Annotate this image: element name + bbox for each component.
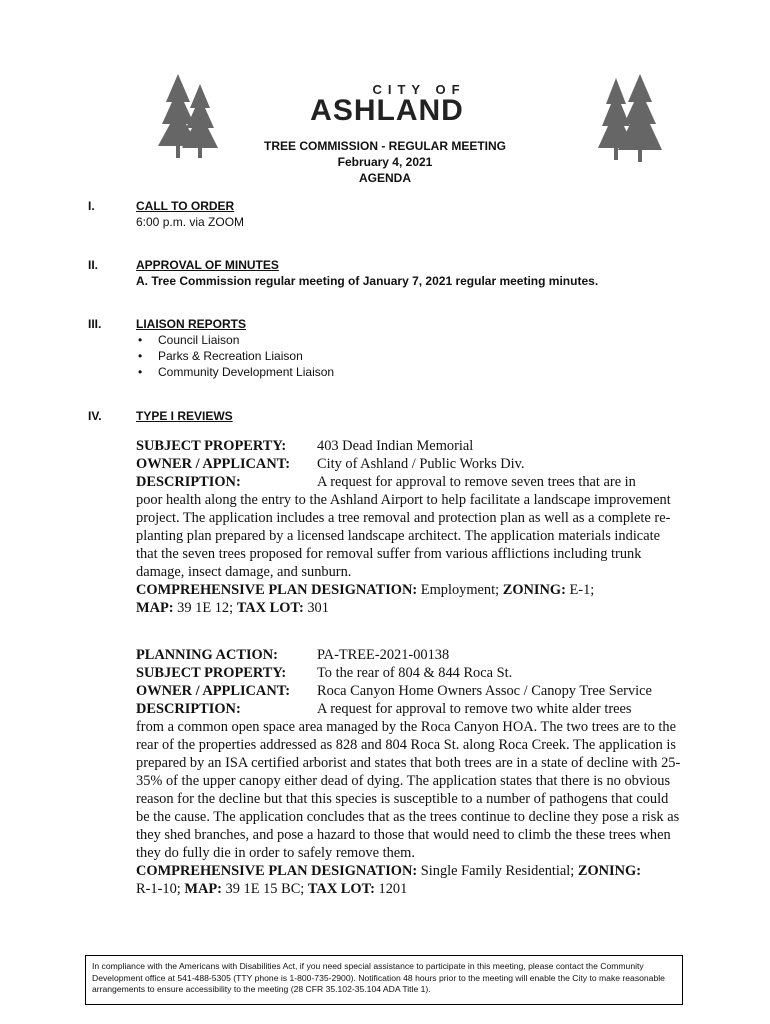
list-item: • Parks & Recreation Liaison	[136, 348, 696, 364]
review-block-1	[136, 437, 684, 617]
logo-main-text: ASHLAND	[310, 94, 464, 127]
section-number: III.	[88, 317, 102, 331]
description-text: poor health along the entry to the Ashland Airport to help facilitate a landscape improvement project. The application includes a tree removal and protection plan as well as a complete re-planting plan prepared by a licensed landscape architect. The application materials indicate that the seven trees proposed for removal suffer from various afflictions including trunk damage, insect damage, and sunburn.	[136, 492, 671, 580]
subject-property-label: SUBJECT PROPERTY:	[136, 438, 287, 454]
section-number: IV.	[88, 409, 102, 423]
description-label: DESCRIPTION:	[136, 701, 241, 717]
cpd-label: COMPREHENSIVE PLAN DESIGNATION:	[136, 582, 418, 598]
owner-applicant-value: City of Ashland / Public Works Div.	[317, 456, 525, 472]
cpd-label: COMPREHENSIVE PLAN DESIGNATION:	[136, 863, 418, 879]
map-value: 39 1E 12;	[173, 600, 237, 616]
minutes-item: A. Tree Commission regular meeting of January 7, 2021 regular meeting minutes.	[136, 274, 599, 288]
plan-zoning-line	[136, 862, 684, 898]
section-title: CALL TO ORDER	[136, 199, 235, 213]
description-label: DESCRIPTION:	[136, 474, 241, 490]
description-text: from a common open space area managed by the Roca Canyon HOA. The two trees are to the rear of the properties addressed as 828 and 804 Roca St. along Roca Creek. The application is prepared by an ISA certified arborist and states that both trees are in a state of decline with 25-35% of the upper canopy either dead of dying. The application states that there is no obvious reason for the decline but that this species is susceptible to a number of pathogens that could be the cause. The application concludes that as the trees continue to decline they pose a risk as they shed branches, and pose a hazard to those that would need to climb the these trees when they do fully die in order to safely remove them.	[136, 719, 681, 861]
zoning-value: E-1;	[565, 582, 595, 598]
city-logo	[292, 82, 482, 125]
subject-property-value: 403 Dead Indian Memorial	[317, 438, 474, 454]
liaison-list	[136, 332, 696, 380]
section-title: LIAISON REPORTS	[136, 317, 247, 331]
owner-applicant-label: OWNER / APPLICANT:	[136, 456, 291, 472]
list-item: • Council Liaison	[136, 332, 696, 348]
map-value: 39 1E 15 BC;	[221, 881, 308, 897]
zoning-label: ZONING:	[502, 582, 566, 598]
map-label: MAP:	[184, 881, 222, 897]
section-number: II.	[88, 258, 99, 272]
meeting-date: February 4, 2021	[337, 155, 433, 169]
planning-action-value: PA-TREE-2021-00138	[317, 647, 450, 663]
description-first-line: A request for approval to remove two white alder trees	[317, 701, 632, 717]
plan-zoning-line	[136, 581, 684, 617]
cpd-value: Single Family Residential;	[417, 863, 578, 879]
tax-lot-label: TAX LOT:	[236, 600, 304, 616]
meeting-heading	[0, 138, 770, 186]
agenda-label: AGENDA	[358, 171, 411, 185]
tax-lot-value: 1201	[374, 881, 408, 897]
review-block-2	[136, 646, 684, 898]
subject-property-value: To the rear of 804 & 844 Roca St.	[317, 665, 513, 681]
section-title: TYPE I REVIEWS	[136, 409, 233, 423]
meeting-title: TREE COMMISSION - REGULAR MEETING	[263, 139, 506, 153]
owner-applicant-label: OWNER / APPLICANT:	[136, 683, 291, 699]
cpd-value: Employment;	[417, 582, 503, 598]
map-label: MAP:	[136, 600, 174, 616]
section-number: I.	[88, 199, 95, 213]
zoning-value: R-1-10;	[136, 881, 185, 897]
zoning-label: ZONING:	[577, 863, 642, 879]
list-item: • Community Development Liaison	[136, 364, 696, 380]
description-first-line: A request for approval to remove seven trees that are in	[317, 474, 636, 490]
tax-lot-label: TAX LOT:	[307, 881, 375, 897]
subject-property-label: SUBJECT PROPERTY:	[136, 665, 287, 681]
logo-top-text: CITY OF	[372, 82, 466, 97]
planning-action-label: PLANNING ACTION:	[136, 647, 278, 663]
section-title: APPROVAL OF MINUTES	[136, 258, 279, 272]
tax-lot-value: 301	[303, 600, 329, 616]
ada-notice: In compliance with the Americans with Disabilities Act, if you need special assistance to participate in this meeting, please contact the Community Development office at 541-488-5305 (TTY phone is 1-800-735-2900). Notification 48 hours prior to the meeting will enable the City to make reasonable arrangements to ensure accessibility to the meeting (28 CFR 35.102-35.104 ADA Title 1).	[85, 955, 683, 1005]
owner-applicant-value: Roca Canyon Home Owners Assoc / Canopy Tree Service	[317, 683, 652, 699]
section-detail: 6:00 p.m. via ZOOM	[136, 215, 245, 229]
